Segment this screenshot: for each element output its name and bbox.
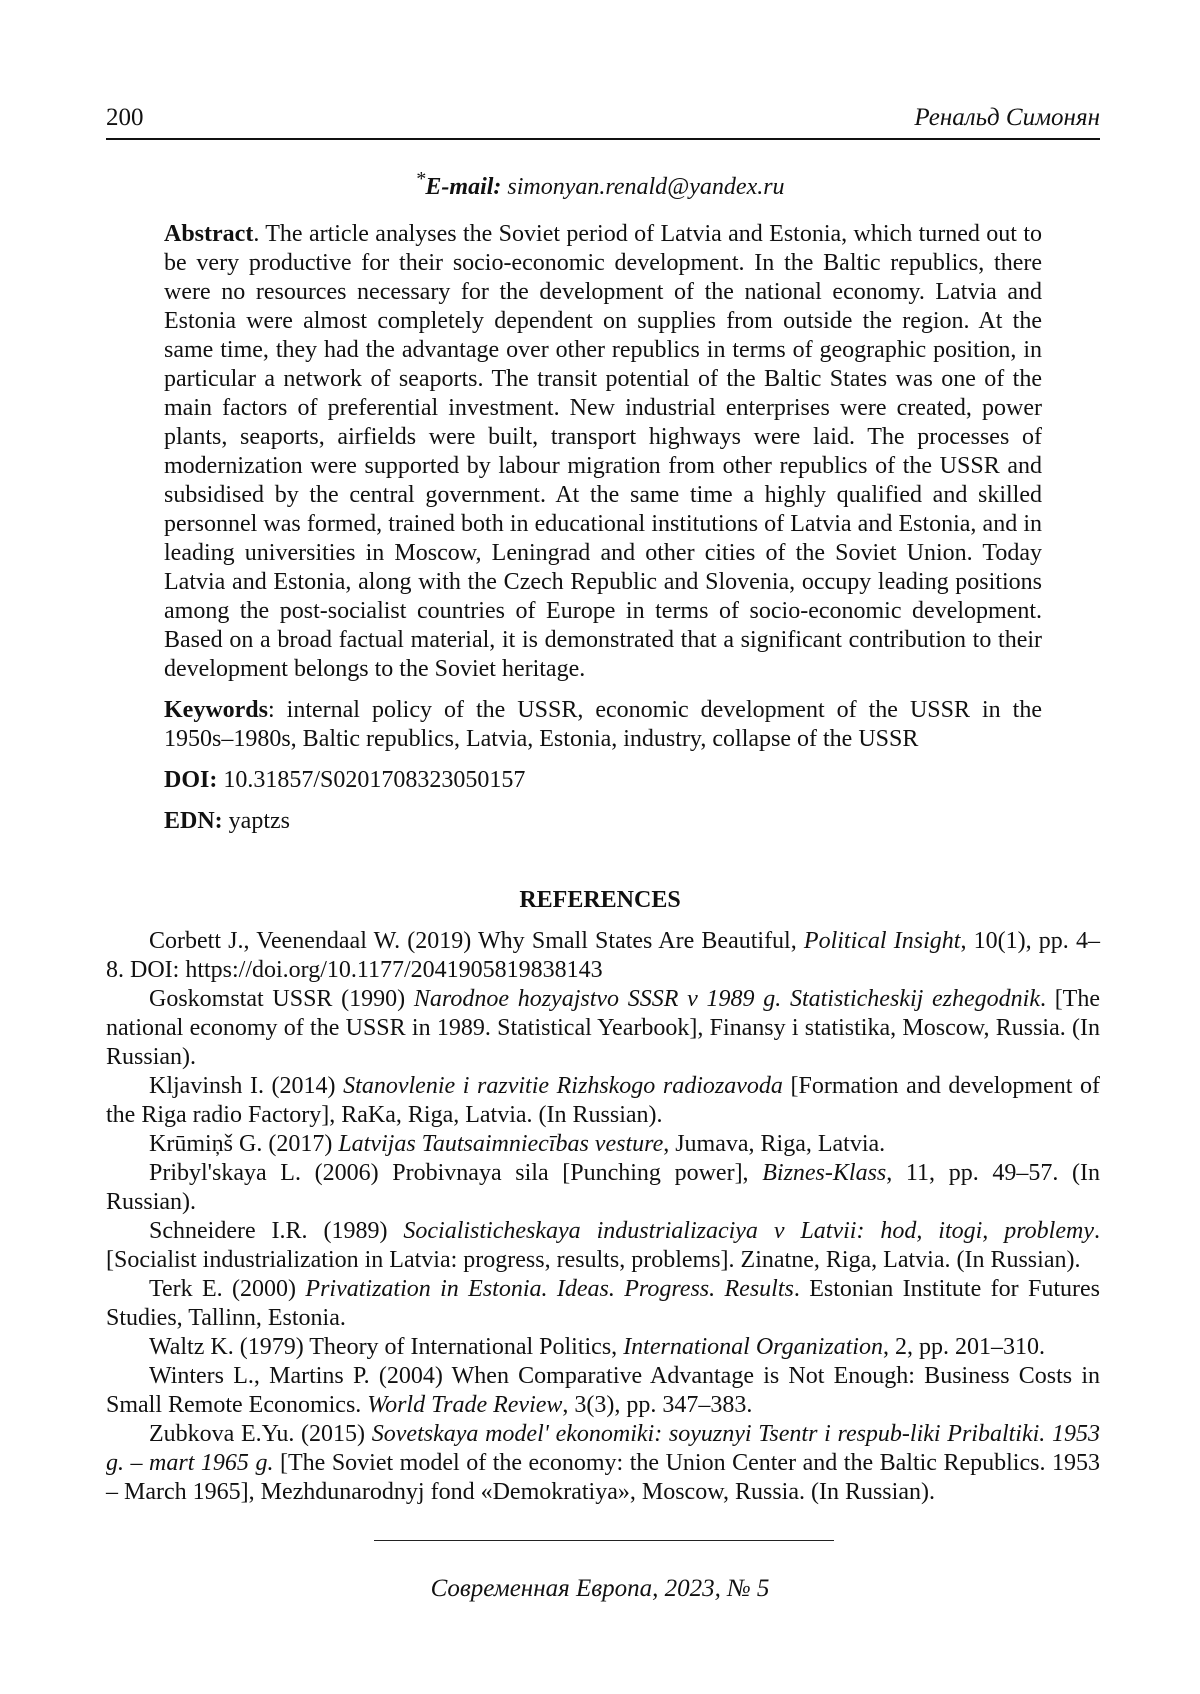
- abstract-label: Abstract: [164, 221, 254, 247]
- edn-line: [164, 807, 1042, 836]
- reference-item: [106, 1217, 1100, 1275]
- reference-details: . Estonian Institute for Futures Studies, Tallinn, Estonia.: [106, 1276, 1100, 1331]
- reference-source: International Organization: [623, 1334, 883, 1360]
- edn-label: EDN:: [164, 808, 223, 834]
- reference-source: Stanovlenie i razvitie Rizhskogo radiozavoda: [343, 1073, 783, 1099]
- reference-source: Political Insight: [803, 928, 961, 954]
- reference-text: Goskomstat USSR (1990): [149, 986, 414, 1012]
- journal-footer: Современная Европа, 2023, № 5: [430, 1575, 770, 1602]
- reference-text: Corbett J., Veenendaal W. (2019) Why Small States Are Beautiful,: [149, 928, 804, 954]
- reference-details: , 2, pp. 201–310.: [882, 1334, 1045, 1360]
- reference-item: [106, 927, 1100, 985]
- reference-item: [106, 985, 1100, 1072]
- footnote-marker: *: [415, 168, 426, 190]
- reference-item: [106, 1275, 1100, 1333]
- abstract-block: [164, 220, 1042, 848]
- reference-source: Socialisticheskaya industrializaciya v Latvii: hod, itogi, problemy: [403, 1218, 1094, 1244]
- reference-item: [106, 1130, 1100, 1159]
- email-label: E-mail:: [425, 174, 502, 200]
- reference-source: Narodnoe hozyajstvo SSSR v 1989 g. Statisticheskij ezhegodnik: [413, 986, 1040, 1012]
- reference-details: . [Socialist industrialization in Latvia: progress, results, problems]. Zinatne, Riga, Latvia. (In Russian).: [106, 1218, 1100, 1273]
- running-head: [106, 104, 1100, 140]
- doi-label: DOI:: [164, 767, 218, 793]
- reference-text: Schneidere I.R. (1989): [149, 1218, 404, 1244]
- keywords-paragraph: [164, 696, 1042, 754]
- reference-details: , 3(3), pp. 347–383.: [562, 1392, 753, 1418]
- reference-text: Pribyl'skaya L. (2006) Probivnaya sila [Punching power],: [149, 1160, 763, 1186]
- keywords-text: : internal policy of the USSR, economic development of the USSR in the 1950s–1980s, Baltic republics, Latvia, Estonia, industry, collapse of the USSR: [164, 697, 1042, 752]
- footer-rule: [374, 1540, 834, 1541]
- reference-details: [Formation and development of the Riga radio Factory], RaKa, Riga, Latvia. (In Russian).: [106, 1073, 1101, 1128]
- reference-source: World Trade Review: [367, 1392, 563, 1418]
- reference-text: Kljavinsh I. (2014): [149, 1073, 344, 1099]
- reference-source: Biznes-Klass: [762, 1160, 887, 1186]
- references-heading: REFERENCES: [519, 887, 681, 913]
- running-head-author: Ренальд Симонян: [914, 104, 1100, 131]
- reference-text: Waltz K. (1979) Theory of International Politics,: [149, 1334, 624, 1360]
- abstract-paragraph: [164, 220, 1042, 684]
- doi-value[interactable]: 10.31857/S0201708323050157: [223, 767, 526, 793]
- references-list: [106, 927, 1100, 1507]
- reference-item: [106, 1362, 1100, 1420]
- reference-text: Terk E. (2000): [149, 1276, 306, 1302]
- abstract-text: . The article analyses the Soviet period of Latvia and Estonia, which turned out to be very productive for their socio-economic development. In the Baltic republics, there were no resources necessary for the development of the national economy. Latvia and Estonia were almost completely dependent on supplies from outside the region. At the same time, they had the advantage over other republics in terms of geographic position, in particular a network of seaports. The transit potential of the Baltic States was one of the main factors of preferential investment. New industrial enterprises were created, power plants, seaports, airfields were built, transport highways were laid. The processes of modernization were supported by labour migration from other republics of the USSR and subsidised by the central government. At the same time a highly qualified and skilled personnel was formed, trained both in educational institutions of Latvia and Estonia, and in leading universities in Moscow, Leningrad and other cities of the Soviet Union. Today Latvia and Estonia, along with the Czech Republic and Slovenia, occupy leading positions among the post-socialist countries of Europe in terms of socio-economic development. Based on a broad factual material, it is demonstrated that a significant contribution to their development belongs to the Soviet heritage.: [164, 221, 1042, 682]
- reference-text: Winters L., Martins P. (2004) When Comparative Advantage is Not Enough: Business Costs in Small Remote Economics.: [106, 1363, 1100, 1418]
- reference-text: Zubkova E.Yu. (2015): [149, 1421, 372, 1447]
- reference-item: [106, 1072, 1100, 1130]
- reference-details: [The Soviet model of the economy: the Union Center and the Baltic Republics. 1953 – March 1965], Mezhdunarodnyj fond «Demokratiya», Moscow, Russia. (In Russian).: [106, 1450, 1100, 1505]
- reference-item: [106, 1159, 1100, 1217]
- reference-details: , 10(1), pp. 4–8. DOI: https://doi.org/10.1177/2041905819838143: [106, 928, 1100, 983]
- reference-text: Krūmiņš G. (2017): [149, 1131, 339, 1157]
- reference-item: [106, 1333, 1100, 1362]
- reference-source: Privatization in Estonia. Ideas. Progress. Results: [305, 1276, 794, 1302]
- email-address[interactable]: simonyan.renald@yandex.ru: [507, 174, 785, 200]
- reference-details: , 11, pp. 49–57. (In Russian).: [106, 1160, 1101, 1215]
- reference-item: [106, 1420, 1100, 1507]
- reference-source: Latvijas Tautsaimniecības vesture: [338, 1131, 664, 1157]
- author-email-line: [0, 168, 1200, 201]
- keywords-label: Keywords: [164, 697, 268, 723]
- reference-source: Sovetskaya model' ekonomiki: soyuznyi Tsentr i respub-liki Pribaltiki. 1953 g. – mart 1965 g.: [106, 1421, 1100, 1476]
- reference-details: , Jumava, Riga, Latvia.: [663, 1131, 886, 1157]
- page-number: 200: [106, 104, 144, 131]
- edn-value: yaptzs: [228, 808, 290, 834]
- doi-line: [164, 766, 1042, 795]
- reference-details: . [The national economy of the USSR in 1989. Statistical Yearbook], Finansy i statistika, Moscow, Russia. (In Russian).: [106, 986, 1100, 1070]
